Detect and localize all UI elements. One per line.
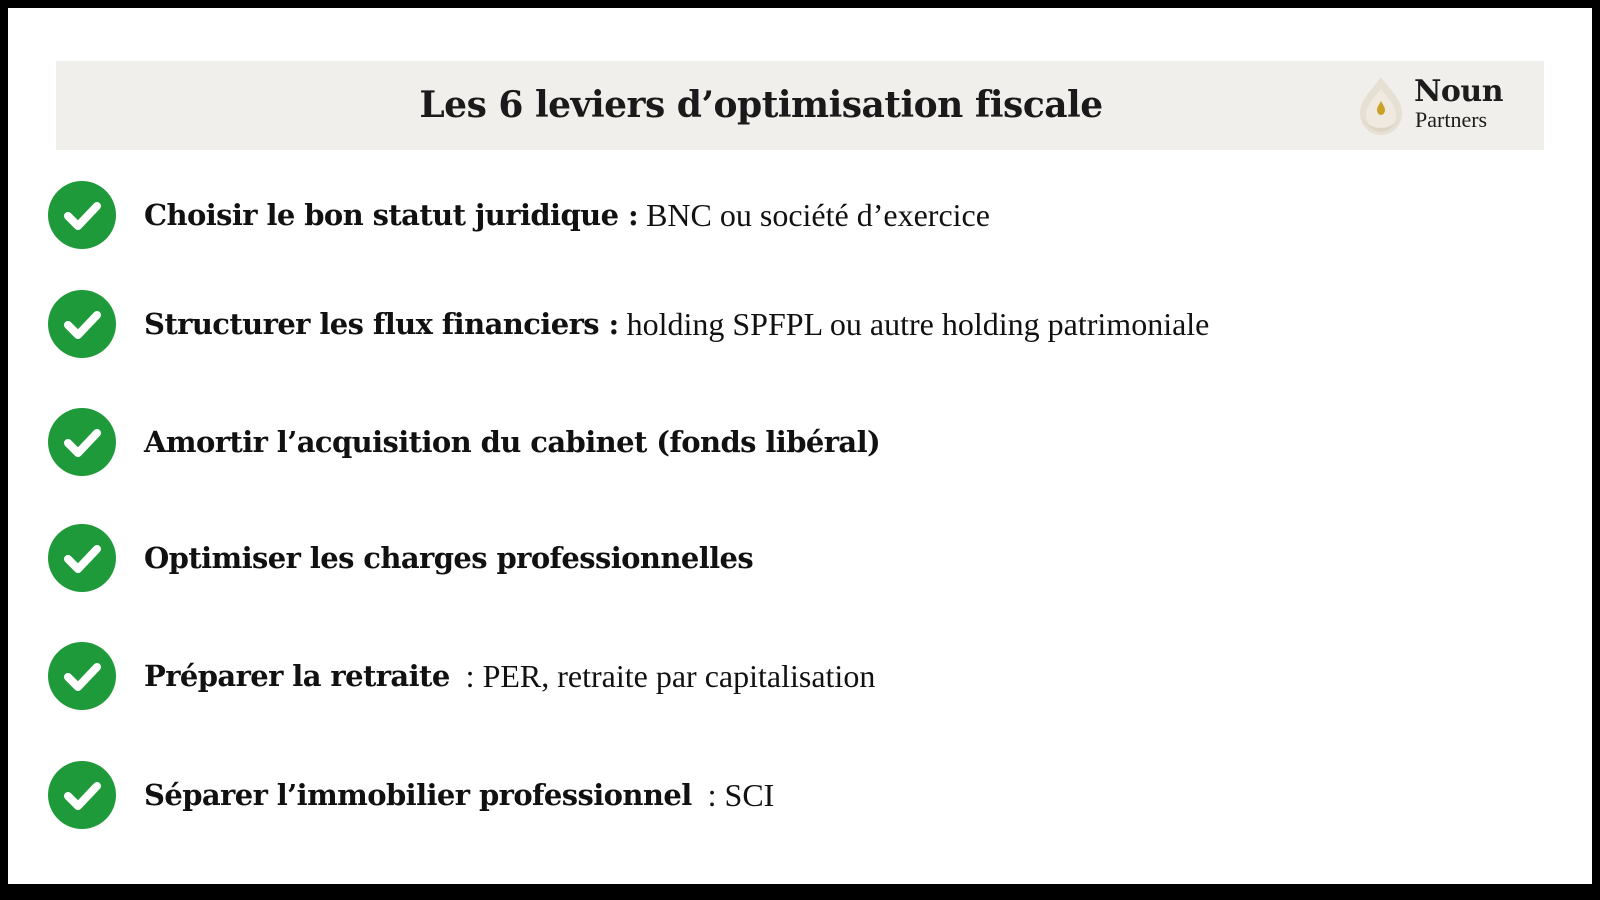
lever-title: Séparer l’immobilier professionnel bbox=[144, 778, 692, 812]
list-item bbox=[48, 761, 1548, 831]
list-item bbox=[48, 642, 1548, 712]
lever-text bbox=[144, 761, 774, 829]
check-circle-icon bbox=[48, 290, 116, 358]
levers-list bbox=[8, 8, 1592, 884]
lever-text bbox=[144, 290, 1209, 358]
page-title: Les 6 leviers d’optimisation fiscale bbox=[419, 84, 1103, 126]
check-circle-icon bbox=[48, 642, 116, 710]
lever-title: Optimiser les charges professionnelles bbox=[144, 541, 754, 575]
check-circle-icon bbox=[48, 408, 116, 476]
lever-detail: BNC ou société d’exercice bbox=[638, 196, 990, 233]
lever-title: Amortir l’acquisition du cabinet (fonds libéral) bbox=[144, 425, 881, 459]
lever-detail: holding SPFPL ou autre holding patrimoniale bbox=[618, 305, 1210, 342]
lever-text bbox=[144, 524, 753, 592]
logo-wordmark-partners: Partners bbox=[1415, 107, 1488, 132]
check-circle-icon bbox=[48, 761, 116, 829]
lever-title: Structurer les flux financiers : bbox=[144, 307, 619, 341]
list-item bbox=[48, 408, 1548, 478]
list-item bbox=[48, 181, 1548, 251]
logo-wordmark-noun: Noun bbox=[1414, 74, 1504, 109]
lever-text bbox=[144, 642, 875, 710]
slide bbox=[8, 8, 1592, 884]
lever-title: Préparer la retraite bbox=[144, 659, 450, 693]
lever-detail: : PER, retraite par capitalisation bbox=[449, 657, 876, 694]
list-item bbox=[48, 524, 1548, 594]
check-circle-icon bbox=[48, 524, 116, 592]
lever-detail: : SCI bbox=[691, 776, 775, 813]
list-item bbox=[48, 290, 1548, 360]
lever-title: Choisir le bon statut juridique : bbox=[144, 198, 639, 232]
check-circle-icon bbox=[48, 181, 116, 249]
lever-text bbox=[144, 408, 880, 476]
lever-text bbox=[144, 181, 990, 249]
